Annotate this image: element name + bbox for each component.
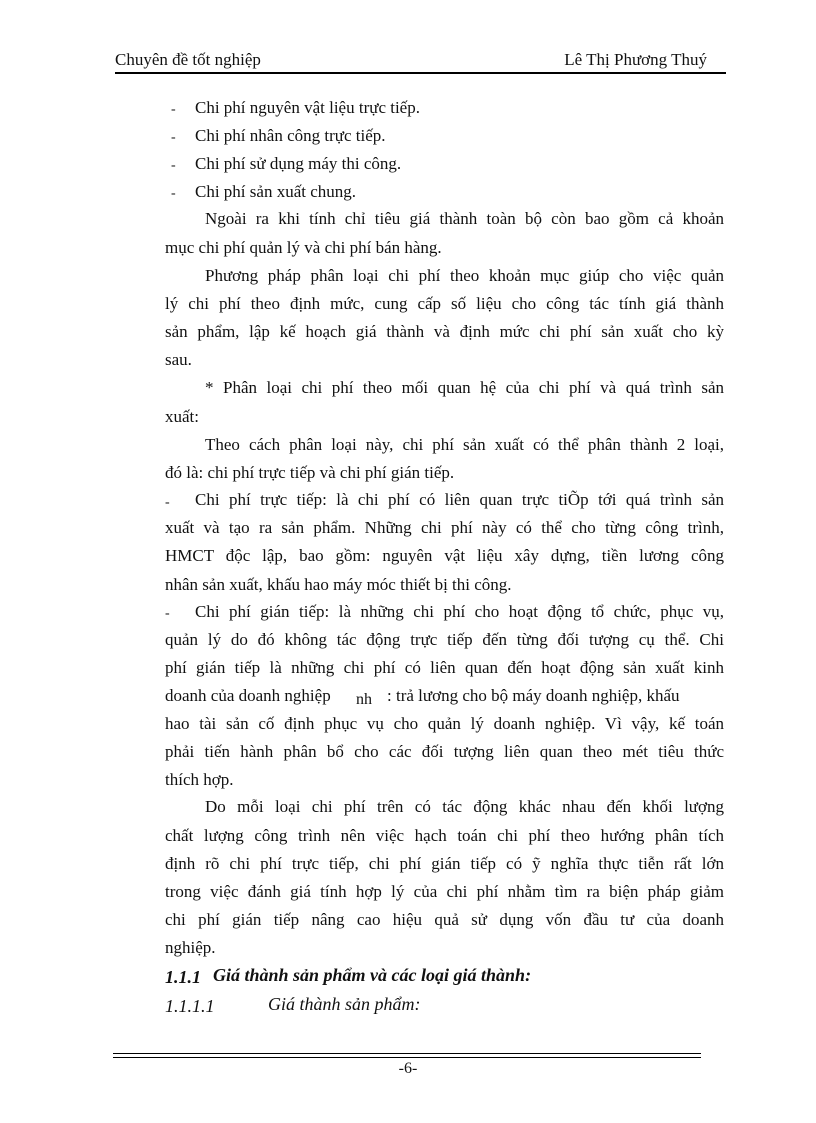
paragraph-line: mục chi phí quản lý và chi phí bán hàng. [165, 238, 442, 257]
footer-rule [113, 1057, 701, 1058]
paragraph-line: chi phí gián tiếp nâng cao hiệu quả sử dụng vốn đầu tư của doanh [165, 910, 724, 929]
paragraph-line: Do mỗi loại chi phí trên có tác động khác nhau đến khối lượng [205, 797, 724, 816]
paragraph-line: sản phẩm, lập kế hoạch giá thành và định mức chi phí sản xuất cho kỳ [165, 322, 724, 341]
paragraph-line: quản lý do đó không tác động trực tiếp đến từng đối tượng cụ thể. Chi [165, 630, 724, 649]
bullet-dash: - [165, 495, 170, 510]
list-item: Chi phí nguyên vật liệu trực tiếp. [195, 98, 420, 117]
paragraph-line: phí gián tiếp là những chi phí có liên quan đến hoạt động sản xuất kinh [165, 658, 724, 677]
section-number: 1.1.1 [165, 967, 201, 987]
paragraph-line-a: doanh của doanh nghiệp [165, 686, 331, 705]
bullet-dash: - [165, 606, 170, 621]
list-item: Chi phí sử dụng máy thi công. [195, 154, 402, 173]
paragraph-line: đó là: chi phí trực tiếp và chi phí gián tiếp. [165, 463, 455, 482]
paragraph-line: * Phân loại chi phí theo mối quan hệ của chi phí và quá trình sản [205, 378, 724, 397]
section-heading: Giá thành sản phẩm và các loại giá thành: [213, 965, 532, 985]
paragraph-line: xuất: [165, 407, 199, 426]
paragraph-line: lý chi phí theo định mức, cung cấp số liệu cho công tác tính giá thành [165, 294, 724, 313]
footer-rule [113, 1053, 701, 1054]
bullet-dash: - [171, 158, 176, 173]
page-number: -6- [398, 1060, 418, 1077]
bullet-dash: - [171, 186, 176, 201]
header-author: Lê Thị Phương Thuý [564, 50, 707, 69]
paragraph-line: thích hợp. [165, 770, 234, 789]
paragraph-line: HMCT độc lập, bao gồm: nguyên vật liệu xây dựng, tiền lương công [165, 546, 724, 565]
bullet-dash: - [171, 102, 176, 117]
paragraph-line: Chi phí trực tiếp: là chi phí có liên quan trực tiÕp tới quá trình sản [195, 490, 724, 509]
paragraph-line-b: : trả lương cho bộ máy doanh nghiệp, khấu [387, 686, 680, 705]
header-title: Chuyên đề tốt nghiệp [115, 50, 261, 69]
paragraph-line: định rõ chi phí trực tiếp, chi phí gián tiếp có ỹ nghĩa thực tiễn rất lớn [165, 854, 724, 873]
subsection-heading: Giá thành sản phẩm: [268, 994, 421, 1014]
header-rule [115, 72, 726, 74]
paragraph-line: phải tiến hành phân bổ cho các đối tượng liên quan theo mét tiêu thức [165, 742, 724, 761]
paragraph-line: sau. [165, 350, 192, 369]
subsection-number: 1.1.1.1 [165, 996, 215, 1016]
paragraph-line: xuất và tạo ra sản phẩm. Những chi phí này có thể cho từng công trình, [165, 518, 724, 537]
page-header [115, 48, 725, 72]
paragraph-line: nghiệp. [165, 938, 216, 957]
paragraph-line: chất lượng công trình nên việc hạch toán chi phí theo hướng phân tích [165, 826, 724, 845]
paragraph-line: Theo cách phân loại này, chi phí sản xuất có thể phân thành 2 loại, [205, 435, 724, 454]
bullet-dash: - [171, 130, 176, 145]
paragraph-line: Chi phí gián tiếp: là những chi phí cho hoạt động tổ chức, phục vụ, [195, 602, 724, 621]
paragraph-line: Ngoài ra khi tính chỉ tiêu giá thành toàn bộ còn bao gồm cả khoản [205, 209, 724, 228]
list-item: Chi phí nhân công trực tiếp. [195, 126, 386, 145]
list-item: Chi phí sản xuất chung. [195, 182, 357, 201]
paragraph-line: trong việc đánh giá tính hợp lý của chi phí nhằm tìm ra biện pháp giảm [165, 882, 724, 901]
paragraph-line: nhân sản xuất, khấu hao máy móc thiết bị thi công. [165, 575, 512, 594]
paragraph-line: hao tài sản cố định phục vụ cho quản lý doanh nghiệp. Vì vậy, kế toán [165, 714, 724, 733]
paragraph-line: Phương pháp phân loại chi phí theo khoản mục giúp cho việc quản [205, 266, 724, 285]
paragraph-fragment: nh [356, 691, 372, 708]
